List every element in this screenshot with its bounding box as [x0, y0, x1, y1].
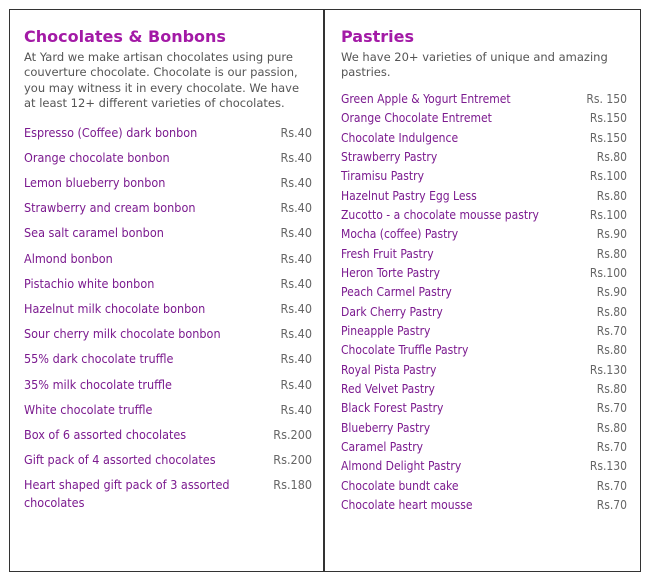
menu-item [341, 438, 627, 457]
menu-item [341, 167, 627, 186]
menu-item [24, 325, 312, 350]
item-name: Red Velvet Pastry [341, 381, 435, 396]
item-price: Rs.130 [589, 362, 627, 377]
item-name: 35% milk chocolate truffle [24, 376, 172, 392]
item-price: Rs.40 [280, 326, 312, 342]
item-price: Rs.40 [280, 376, 312, 392]
item-price: Rs.200 [273, 426, 312, 442]
item-price: Rs.70 [596, 323, 627, 338]
item-name: White chocolate truffle [24, 401, 153, 417]
section-intro: At Yard we make artisan chocolates using pure couverture chocolate. Chocolate is our passion, you may witness it in every chocolate. We have at least 12+ different varieties of chocolates. [24, 50, 300, 111]
item-name: Strawberry Pastry [341, 149, 438, 164]
menu-item [341, 245, 627, 264]
menu-item [341, 264, 627, 283]
item-name: Gift pack of 4 assorted chocolates [24, 452, 216, 468]
item-price: Rs.80 [596, 304, 627, 319]
menu-item [341, 109, 627, 128]
item-name: Pineapple Pastry [341, 323, 431, 338]
item-name: Blueberry Pastry [341, 420, 431, 435]
menu-list [341, 90, 627, 516]
menu-item [24, 275, 312, 300]
menu-item [341, 187, 627, 206]
item-price: Rs.40 [280, 351, 312, 367]
menu-item [341, 361, 627, 380]
item-name: Espresso (Coffee) dark bonbon [24, 124, 198, 140]
item-name: Chocolate Truffle Pastry [341, 343, 469, 358]
item-price: Rs.80 [596, 188, 627, 203]
item-name: Zucotto - a chocolate mousse pastry [341, 207, 539, 222]
menu-item [341, 496, 627, 515]
menu-item [24, 401, 312, 426]
item-price: Rs.40 [280, 124, 312, 140]
menu-item [24, 174, 312, 199]
menu-item [24, 224, 312, 249]
item-name: Peach Carmel Pastry [341, 285, 452, 300]
menu-item [341, 148, 627, 167]
item-name: Hazelnut Pastry Egg Less [341, 188, 477, 203]
item-price: Rs.40 [280, 275, 312, 291]
item-name: Orange Chocolate Entremet [341, 111, 492, 126]
item-price: Rs.80 [596, 246, 627, 261]
item-price: Rs.150 [589, 130, 627, 145]
item-name: Almond bonbon [24, 250, 113, 266]
item-price: Rs.100 [589, 265, 627, 280]
item-name: Sour cherry milk chocolate bonbon [24, 326, 221, 342]
item-price: Rs.40 [280, 300, 312, 316]
column-divider [323, 9, 325, 572]
item-name: Black Forest Pastry [341, 401, 444, 416]
menu-item [341, 380, 627, 399]
item-price: Rs.70 [596, 498, 627, 513]
item-price: Rs.100 [589, 169, 627, 184]
item-name: Royal Pista Pastry [341, 362, 437, 377]
pastries-section [341, 26, 627, 515]
item-name: Chocolate bundt cake [341, 478, 459, 493]
menu-item [341, 129, 627, 148]
menu-item [341, 206, 627, 225]
menu-item [341, 322, 627, 341]
menu-item [24, 451, 312, 476]
item-name: Sea salt caramel bonbon [24, 225, 164, 241]
menu-item [24, 124, 312, 149]
item-name: Heart shaped gift pack of 3 assorted chocolates [24, 477, 230, 511]
item-name: Chocolate heart mousse [341, 498, 473, 513]
menu-item [24, 250, 312, 275]
item-price: Rs.40 [280, 250, 312, 266]
item-price: Rs.40 [280, 175, 312, 190]
item-name: Green Apple & Yogurt Entremet [341, 91, 511, 106]
item-name: Dark Cherry Pastry [341, 304, 443, 319]
item-price: Rs.40 [280, 149, 312, 165]
section-heading: Chocolates & Bonbons [24, 27, 226, 46]
section-heading: Pastries [341, 27, 415, 46]
item-price: Rs.90 [596, 285, 627, 300]
menu-item [341, 399, 627, 418]
menu-item [24, 350, 312, 375]
item-name: Heron Torte Pastry [341, 265, 440, 280]
item-price: Rs.180 [273, 477, 312, 493]
item-price: Rs.100 [589, 207, 627, 222]
menu-item [341, 303, 627, 322]
item-name: 55% dark chocolate truffle [24, 351, 174, 367]
menu-item [24, 300, 312, 325]
item-price: Rs.200 [273, 452, 312, 468]
menu-item [341, 419, 627, 438]
item-price: Rs.80 [596, 381, 627, 396]
menu-item [341, 225, 627, 244]
item-name: Pistachio white bonbon [24, 275, 155, 291]
item-price: Rs. 150 [586, 91, 627, 106]
item-name: Hazelnut milk chocolate bonbon [24, 300, 206, 316]
item-price: Rs.40 [280, 200, 312, 216]
item-price: Rs.70 [596, 401, 627, 416]
item-price: Rs.150 [589, 111, 627, 126]
menu-item [341, 477, 627, 496]
item-name: Caramel Pastry [341, 440, 424, 454]
menu-item [24, 376, 312, 401]
item-name: Mocha (coffee) Pastry [341, 227, 459, 242]
chocolates-section [24, 26, 312, 514]
item-name: Lemon blueberry bonbon [24, 175, 166, 190]
item-name: Fresh Fruit Pastry [341, 246, 434, 261]
menu-list [24, 124, 312, 515]
item-name: Orange chocolate bonbon [24, 149, 170, 165]
item-price: Rs.40 [280, 225, 312, 241]
item-price: Rs.130 [589, 459, 627, 474]
item-name: Strawberry and cream bonbon [24, 200, 196, 216]
menu-item [24, 476, 312, 514]
menu-item [341, 457, 627, 476]
item-price: Rs.90 [596, 227, 627, 242]
menu-item [341, 283, 627, 302]
item-name: Box of 6 assorted chocolates [24, 426, 187, 442]
menu-item [24, 199, 312, 224]
menu-item [24, 426, 312, 451]
item-price: Rs.70 [596, 440, 627, 454]
menu-item [341, 341, 627, 360]
item-price: Rs.70 [596, 478, 627, 493]
item-price: Rs.80 [596, 343, 627, 358]
item-price: Rs.80 [596, 149, 627, 164]
section-intro: We have 20+ varieties of unique and amazing pastries. [341, 50, 608, 80]
menu-item [341, 90, 627, 109]
menu-item [24, 149, 312, 174]
item-price: Rs.80 [596, 420, 627, 435]
item-name: Chocolate Indulgence [341, 130, 459, 145]
item-price: Rs.40 [280, 401, 312, 417]
item-name: Tiramisu Pastry [341, 169, 424, 184]
item-name: Almond Delight Pastry [341, 459, 462, 474]
